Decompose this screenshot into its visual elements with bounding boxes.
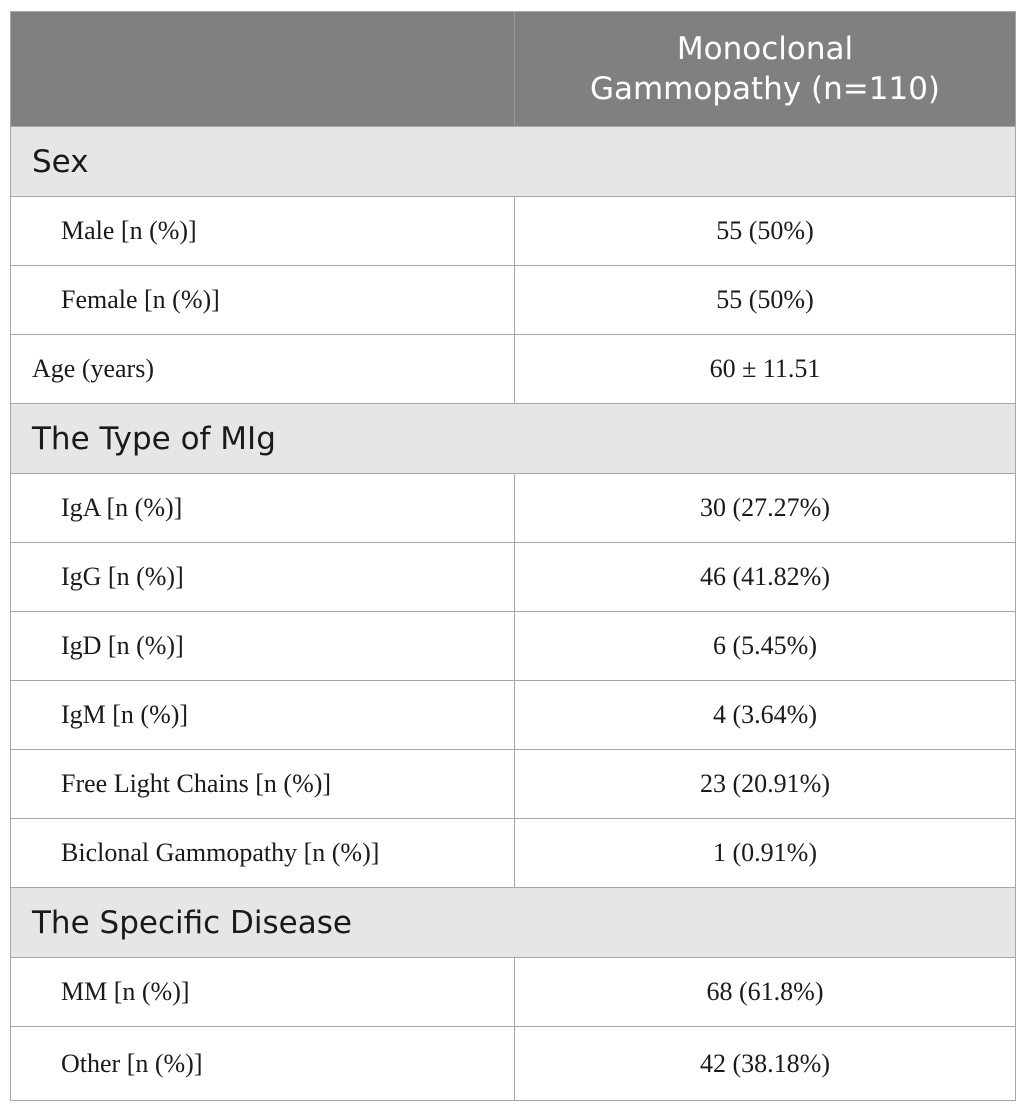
row-label-other: Other [n (%)] — [11, 1027, 515, 1100]
row-label-igm: IgM [n (%)] — [11, 681, 515, 750]
row-value-iga: 30 (27.27%) — [515, 474, 1015, 543]
row-value-other: 42 (38.18%) — [700, 1048, 830, 1078]
header-cell-monoclonal — [515, 12, 1015, 127]
row-value-age: 60 ± 11.51 — [515, 335, 1015, 404]
row-value-mm: 68 (61.8%) — [515, 958, 1015, 1027]
header-col2-line2: Gammopathy (n=110) — [589, 71, 941, 107]
row-value-igg: 46 (41.82%) — [515, 543, 1015, 612]
row-value-igm: 4 (3.64%) — [515, 681, 1015, 750]
row-label-male: Male [n (%)] — [11, 197, 515, 266]
section-sex: Sex — [11, 127, 1015, 197]
header-cell-empty — [11, 12, 515, 127]
row-label-female: Female [n (%)] — [11, 266, 515, 335]
header-col2-line1: Monoclonal — [676, 31, 854, 67]
row-value-female: 55 (50%) — [515, 266, 1015, 335]
row-label-igd: IgD [n (%)] — [11, 612, 515, 681]
row-value-free-light-chains: 23 (20.91%) — [515, 750, 1015, 819]
data-table — [10, 11, 1016, 1101]
row-label-age: Age (years) — [11, 335, 515, 404]
row-label-iga: IgA [n (%)] — [11, 474, 515, 543]
section-specific-disease: The Specific Disease — [11, 888, 1015, 958]
row-value-igd: 6 (5.45%) — [515, 612, 1015, 681]
row-value-biclonal: 1 (0.91%) — [515, 819, 1015, 888]
row-label-igg: IgG [n (%)] — [11, 543, 515, 612]
header-col2-label — [515, 29, 1015, 109]
row-label-free-light-chains: Free Light Chains [n (%)] — [11, 750, 515, 819]
section-type-of-mig: The Type of MIg — [11, 404, 1015, 474]
row-value-male: 55 (50%) — [515, 197, 1015, 266]
row-label-mm: MM [n (%)] — [11, 958, 515, 1027]
row-label-biclonal: Biclonal Gammopathy [n (%)] — [11, 819, 515, 888]
